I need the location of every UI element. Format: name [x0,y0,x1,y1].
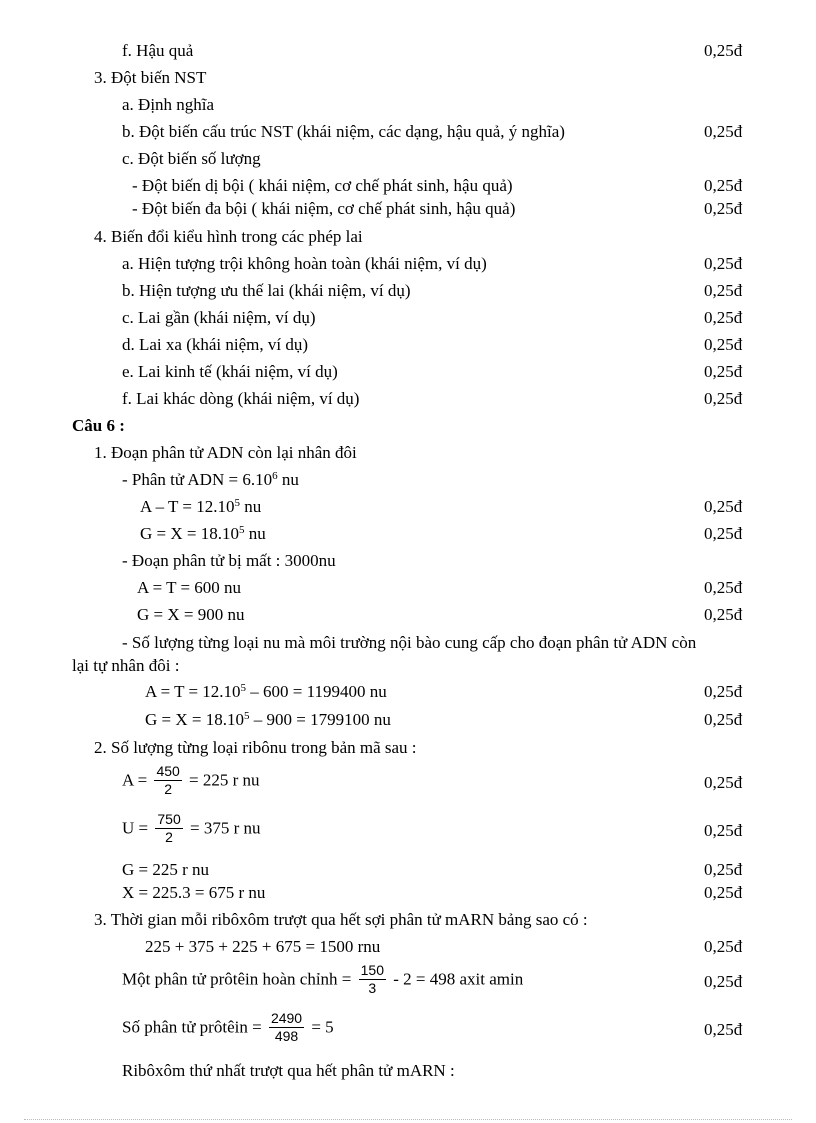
item-troi-khong-hoan-toan: a. Hiện tượng trội không hoàn toàn (khái niệm, ví dụ) [122,254,487,273]
fraction: $\frac{150}{3}$ [360,962,384,996]
item-bi-mat: - Đoạn phân tử bị mất : 3000nu [122,551,336,570]
score: 0,25đ [704,821,743,840]
section-ribonu: 2. Số lượng từng loại ribônu trong bản mã sau : [94,738,417,757]
fraction: $\frac{2490}{498}$ [270,1010,303,1044]
item-di-boi: - Đột biến dị bội ( khái niệm, cơ chế phát sinh, hậu quả) [132,176,513,195]
formula-tong: 225 + 375 + 225 + 675 = 1500 rnu [145,937,381,956]
item-lai-khac-dong: f. Lai khác dòng (khái niệm, ví dụ) [122,389,360,408]
score: 0,25đ [704,497,743,516]
formula-g-225: G = 225 r nu [122,860,210,879]
score: 0,25đ [704,122,743,141]
score: 0,25đ [704,578,743,597]
item-lai-xa: d. Lai xa (khái niệm, ví dụ) [122,335,309,354]
formula-g-x: $G = X = 18.10^5$ nu [140,524,266,543]
score: 0,25đ [704,773,743,792]
score: 0,25đ [704,883,743,902]
score: 0,25đ [704,199,743,218]
score: 0,25đ [704,860,743,879]
score: 0,25đ [704,1020,743,1039]
score: 0,25đ [704,710,743,729]
score: 0,25đ [704,362,743,381]
score: 0,25đ [704,254,743,273]
score: 0,25đ [704,176,743,195]
item-dinh-nghia: a. Định nghĩa [122,95,215,114]
formula-a-t: $A - T = 12.10^5$ nu [140,497,262,516]
section-thoi-gian: 3. Thời gian mỗi ribôxôm trượt qua hết sợi phân tử mARN bảng sao có : [94,910,588,929]
formula-so-phan-tu: Số phân tử prôtêin = $\frac{2490}{498}$ = 5 [122,1010,334,1044]
fraction: $\frac{750}{2}$ [157,811,181,845]
section-bien-doi: 4. Biến đổi kiểu hình trong các phép lai [94,227,363,246]
paragraph-so-luong-cont: lại tự nhân đôi : [72,656,180,675]
formula-a-fraction: A = $\frac{450}{2}$ = 225 r nu [122,763,260,797]
item-lai-gan: c. Lai gần (khái niệm, ví dụ) [122,308,316,327]
question-heading: Câu 6 : [72,416,125,435]
item-dot-bien-so-luong: c. Đột biến số lượng [122,149,261,168]
section-dot-bien-nst: 3. Đột biến NST [94,68,207,87]
formula-a-t-calc: $A = T = 12.10^5 - 600 = 1199400$ nu [145,682,387,701]
formula-x-675: X = 225.3 = 675 r nu [122,883,266,902]
formula-g-x-calc: $G = X = 18.10^5 - 900 = 1799100$ nu [145,710,391,729]
score: 0,25đ [704,682,743,701]
item-phan-tu-adn: - Phân tử ADN = $6.10^6$ nu [122,470,299,489]
score: 0,25đ [704,281,743,300]
score: 0,25đ [704,524,743,543]
item-lai-kinh-te: e. Lai kinh tế (khái niệm, ví dụ) [122,362,338,381]
item-da-boi: - Đột biến đa bội ( khái niệm, cơ chế phát sinh, hậu quả) [132,199,516,218]
score: 0,25đ [704,937,743,956]
formula-g-x-900: G = X = 900 nu [137,605,245,624]
formula-protein: Một phân tử prôtêin hoàn chỉnh = $\frac{150}{3}$ - 2 = 498 axit amin [122,962,524,996]
item-uu-the-lai: b. Hiện tượng ưu thế lai (khái niệm, ví dụ) [122,281,411,300]
section-doan-phan-tu: 1. Đoạn phân tử ADN còn lại nhân đôi [94,443,357,462]
fraction: $\frac{450}{2}$ [156,763,180,797]
score: 0,25đ [704,41,743,60]
item-f-hau-qua: f. Hậu quả [122,41,194,60]
score: 0,25đ [704,972,743,991]
item-ribosome-first: Ribôxôm thứ nhất trượt qua hết phân tử mARN : [122,1061,455,1080]
page-footer-divider [24,1119,792,1120]
paragraph-so-luong: - Số lượng từng loại nu mà môi trường nội bào cung cấp cho đoạn phân tử ADN còn [122,633,697,652]
item-dot-bien-cau-truc: b. Đột biến cấu trúc NST (khái niệm, các dạng, hậu quả, ý nghĩa) [122,122,565,141]
formula-u-fraction: U = $\frac{750}{2}$ = 375 r nu [122,811,261,845]
score: 0,25đ [704,389,743,408]
formula-a-t-600: A = T = 600 nu [137,578,242,597]
score: 0,25đ [704,605,743,624]
score: 0,25đ [704,335,743,354]
score: 0,25đ [704,308,743,327]
